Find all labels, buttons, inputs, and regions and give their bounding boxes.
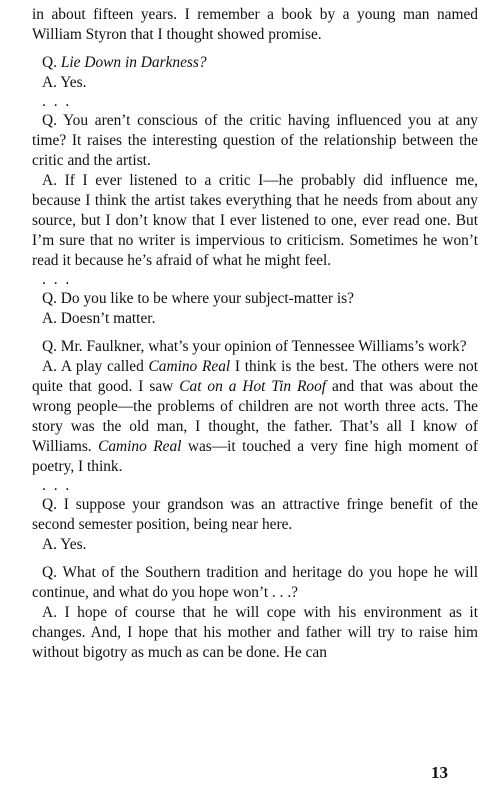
question-subject-matter: Q. Do you like to be where your subject-matter is? <box>42 290 354 307</box>
question-grandson: Q. I suppose your grandson was an attractive fringe benefit of the second semester position, being near here. <box>32 496 478 533</box>
ellipsis-separator-1: . . . <box>42 93 72 110</box>
answer-yes-2: A. Yes. <box>42 536 87 553</box>
answer-critic: A. If I ever listened to a critic I—he probably did influence me, because I think the artist takes everything that he needs from about any source, but I don’t know that I ever listened to one, ever read one. But I’m sure that no writer is impervious to criticism. Sometimes he won’t read it because he’s afraid of what he might feel. <box>32 172 478 269</box>
paragraph-continuation: in about fifteen years. I remember a book by a young man named William Styron that I thought showed promise. <box>32 6 478 43</box>
ellipsis-separator-2: . . . <box>42 271 72 288</box>
answer-doesnt-matter: A. Doesn’t matter. <box>42 310 156 327</box>
answer-yes-1: A. Yes. <box>42 74 87 91</box>
ellipsis-separator-3: . . . <box>42 477 72 494</box>
answer-tennessee-williams: A. A play called Camino Real I think is the best. The others were not quite that good. I saw Cat on a Hot Tin Roof and that was about the wrong people—the problems of children are not worth three acts. The story was the old man, I thought, the father. That’s all I know of Williams. Camino Real was—it touched a very fine high moment of poetry, I think. <box>32 358 478 475</box>
question-critic: Q. You aren’t conscious of the critic having influenced you at any time? It raises the interesting question of the relationship between the critic and the artist. <box>32 112 478 169</box>
page-number: 13 <box>431 763 448 782</box>
answer-southern-tradition: A. I hope of course that he will cope with his environment as it changes. And, I hope that his mother and father will try to raise him without bigotry as much as can be done. He can <box>32 604 478 661</box>
question-tennessee-williams: Q. Mr. Faulkner, what’s your opinion of Tennessee Williams’s work? <box>42 338 467 355</box>
question-southern-tradition: Q. What of the Southern tradition and heritage do you hope he will continue, and what do you hope won’t . . .? <box>32 564 478 601</box>
question-lie-down: Q. Lie Down in Darkness? <box>42 54 207 71</box>
